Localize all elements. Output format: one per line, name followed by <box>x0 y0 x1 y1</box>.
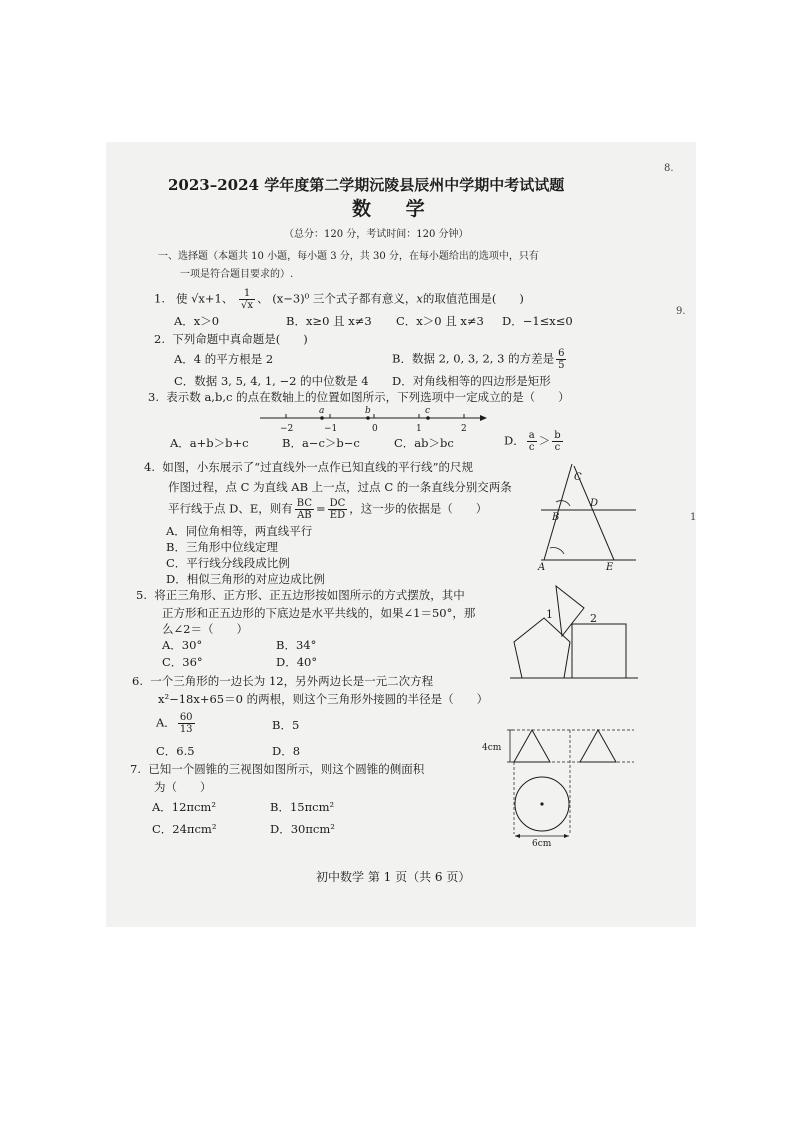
q5-option-c: C．36° <box>162 655 203 669</box>
q5-line2: 正方形和正五边形的下底边是水平共线的，如果∠1＝50°，那 <box>162 606 476 620</box>
q1-expr2: $\frac{1}{√x}$ <box>241 288 254 311</box>
q1-expr1: √x+1 <box>191 291 222 306</box>
q1-option-a: A．x＞0 <box>174 314 220 328</box>
q1-option-c: C．x＞0 且 x≠3 <box>396 314 484 328</box>
edge-mark-1: 1 <box>690 512 697 523</box>
q3-option-a: A．a+b＞b+c <box>170 436 249 450</box>
q5-figure <box>506 582 646 682</box>
q2-option-a: A．4 的平方根是 2 <box>174 352 274 366</box>
q3-point-a: a <box>319 406 325 416</box>
q4-option-d: D．相似三角形的对应边成比例 <box>166 572 325 586</box>
q7-width-label: 6cm <box>532 839 552 849</box>
q5-line3: 么∠2＝（ ） <box>162 622 248 636</box>
q1-option-b: B．x≥0 且 x≠3 <box>286 314 372 328</box>
subject-title: 数 学 <box>352 198 439 220</box>
q4-line2: 作图过程，点 C 为直线 AB 上一点，过点 C 的一条直线分别交两条 <box>168 480 512 494</box>
q5-angle-1: 1 <box>546 608 553 621</box>
q4-line1: 4. 如图，小东展示了“过直线外一点作已知直线的平行线”的尺规 <box>144 460 474 474</box>
q1-text-c: 的取值范围是( ) <box>422 291 524 306</box>
q5-option-d: D．40° <box>276 655 318 669</box>
q4-line3: 平行线于点 D、E，则有 $\frac{BC}{AB}$ = $\frac{DC}{ED}$ ，这一步的依据是（ ） <box>168 498 488 521</box>
q2-option-c: C．数据 3, 5, 4, 1, −2 的中位数是 4 <box>174 374 369 388</box>
exam-page <box>106 142 696 927</box>
q1-option-d: D．−1≤x≤0 <box>502 314 573 328</box>
q1-text-b: 三个式子都有意义， <box>312 291 417 306</box>
q7-line2: 为（ ） <box>154 780 212 794</box>
q3-point-c: c <box>425 406 431 416</box>
q4-label-e: E <box>606 562 614 573</box>
exam-meta: （总分：120 分，考试时间：120 分钟） <box>284 229 469 240</box>
q3-tick-0: 0 <box>372 424 378 434</box>
q3-option-d: D． $\frac{a}{c}$ ＞ $\frac{b}{c}$ <box>504 430 561 453</box>
q4-label-b: B <box>552 512 560 523</box>
q7-option-a: A．12πcm² <box>152 800 216 814</box>
q3-number-line <box>256 404 496 434</box>
q4-label-d: D <box>590 498 599 509</box>
q4-figure <box>536 462 646 573</box>
q2-stem: 2. 下列命题中真命题是( ) <box>154 332 308 346</box>
q5-option-b: B．34° <box>276 638 317 652</box>
q1-var: x <box>416 291 423 306</box>
q6-option-c: C．6.5 <box>156 744 195 758</box>
q3-option-b: B．a−c＞b−c <box>282 436 360 450</box>
q7-three-view-figure <box>484 724 644 850</box>
page-footer: 初中数学 第 1 页（共 6 页） <box>316 870 471 884</box>
q3-point-b: b <box>365 406 371 416</box>
q5-angle-2: 2 <box>590 612 597 625</box>
q6-option-d: D．8 <box>272 744 301 758</box>
q6-option-b: B．5 <box>272 718 300 732</box>
q3-tick-neg2: −2 <box>280 424 294 434</box>
q7-line1: 7. 已知一个圆锥的三视图如图所示，则这个圆锥的侧面积 <box>130 762 425 776</box>
edge-mark-9: 9. <box>676 306 686 317</box>
q6-option-a: A． $\frac{60}{13}$ <box>156 712 193 735</box>
q1-number: 1. <box>154 291 165 306</box>
q4-label-a: A <box>538 562 546 573</box>
q6-line1: 6. 一个三角形的一边长为 12，另外两边长是一元二次方程 <box>132 674 434 688</box>
q7-height-label: 4cm <box>482 743 502 753</box>
edge-mark-8: 8. <box>664 163 674 174</box>
q7-option-b: B．15πcm² <box>270 800 335 814</box>
q6-line2: x²−18x+65＝0 的两根，则这个三角形外接圆的半径是（ ） <box>158 692 489 706</box>
q5-option-a: A．30° <box>162 638 203 652</box>
q1-stem: 1. 使 √x+1、 $\frac{1}{√x}$ 、 (x−3)⁰ 三个式子都有意义，x的取值范围是( ) <box>154 288 524 311</box>
q3-option-c: C．ab＞bc <box>394 436 454 450</box>
q4-option-c: C．平行线分线段成比例 <box>166 556 290 570</box>
q1-expr3: (x−3)⁰ <box>272 291 310 306</box>
section-heading-cont: 一项是符合题目要求的）. <box>180 269 294 280</box>
q7-option-d: D．30πcm² <box>270 822 335 836</box>
q4-option-a: A．同位角相等，两直线平行 <box>166 524 313 538</box>
q4-option-b: B．三角形中位线定理 <box>166 540 278 554</box>
q2-option-d: D．对角线相等的四边形是矩形 <box>392 374 551 388</box>
q5-line1: 5. 将正三角形、正方形、正五边形按如图所示的方式摆放，其中 <box>136 588 465 602</box>
q1-text-a: 使 <box>175 291 188 306</box>
q3-tick-neg1: −1 <box>324 424 338 434</box>
exam-title: 2023–2024 学年度第二学期沅陵县辰州中学期中考试试题 <box>168 176 565 194</box>
q2-option-b: B．数据 2, 0, 3, 2, 3 的方差是 $\frac{6}{5}$ <box>392 348 565 371</box>
q4-label-c: C <box>574 472 582 483</box>
q3-tick-2: 2 <box>461 424 467 434</box>
q3-tick-1: 1 <box>416 424 422 434</box>
section-heading: 一、选择题（本题共 10 小题，每小题 3 分，共 30 分，在每小题给出的选项中，只有 <box>158 251 539 262</box>
q3-stem: 3. 表示数 a,b,c 的点在数轴上的位置如图所示，下列选项中一定成立的是（ ） <box>148 390 570 404</box>
q7-option-c: C．24πcm² <box>152 822 217 836</box>
